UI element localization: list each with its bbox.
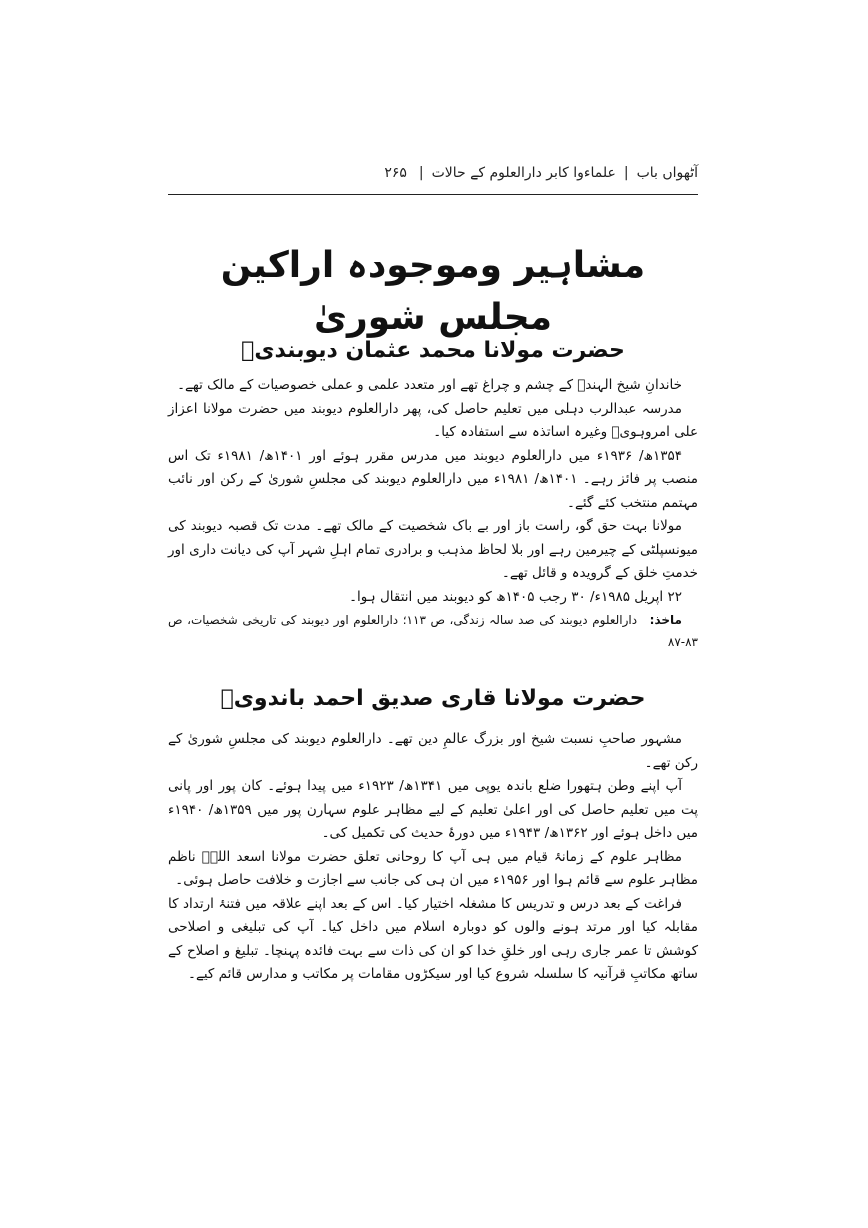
- header-chapter: آٹھواں باب: [636, 165, 698, 181]
- running-header: [168, 158, 698, 188]
- header-section: علماءوا کابر دارالعلوم کے حالات: [431, 165, 616, 181]
- source-text: دارالعلوم دیوبند کی صد سالہ زندگی، ص ۱۱۳؛ دارالعلوم اور دیوبند کی تاریخی شخصیات، ص ۸۳-۸۷: [168, 613, 698, 649]
- header-separator-1: |: [623, 165, 629, 181]
- header-separator-2: |: [418, 165, 424, 181]
- section-heading-2: حضرت مولانا قاری صدیق احمد باندویؒ: [220, 686, 646, 711]
- header-rule: [168, 194, 698, 195]
- section-heading-1: حضرت مولانا محمد عثمان دیوبندیؒ: [241, 338, 625, 363]
- page-title: مشاہیر وموجودہ اراکین مجلس شوریٰ: [220, 245, 646, 338]
- paragraph: مدرسہ عبدالرب دہلی میں تعلیم حاصل کی، پھر دارالعلوم دیوبند میں حضرت مولانا اعزاز علی امروہویؒ وغیرہ اساتذہ سے استفادہ کیا۔: [168, 400, 698, 440]
- paragraph: ۱۳۵۴ھ/ ۱۹۳۶ء میں دارالعلوم دیوبند میں مدرس مقرر ہوئے اور ۱۴۰۱ھ/ ۱۹۸۱ء تک اس منصب پر فائز رہے۔ ۱۴۰۱ھ/ ۱۹۸۱ء میں دارالعلوم دیوبند کی مجلسِ شوریٰ کے رکن اور نائب مہتمم منتخب کئے گئے۔: [168, 447, 698, 511]
- paragraph: آپ اپنے وطن ہتھورا ضلع باندہ یوپی میں ۱۳۴۱ھ/ ۱۹۲۳ء میں پیدا ہوئے۔ کان پور اور پانی پت میں تعلیم حاصل کی اور اعلیٰ تعلیم کے لیے مظاہر علوم سہارن پور میں ۱۳۵۹ھ/ ۱۹۴۰ء میں داخل ہوئے اور ۱۳۶۲ھ/ ۱۹۴۳ء میں دورۂ حدیث کی تکمیل کی۔: [168, 778, 698, 841]
- paragraph: مظاہر علوم کے زمانۂ قیام میں ہی آپ کا روحانی تعلق حضرت مولانا اسعد اللہؒ ناظم مظاہر علوم سے قائم ہوا اور ۱۹۵۶ء میں ان ہی کی جانب سے اجازت و خلافت حاصل ہوئی۔: [168, 848, 698, 888]
- source-reference: [168, 609, 698, 653]
- paragraph: مولانا بہت حق گو، راست باز اور بے باک شخصیت کے مالک تھے۔ مدت تک قصبہ دیوبند کی میونسپلٹی کے چیرمین رہے اور بلا لحاظ مذہب و برادری تمام اہلِ شہر آپ کی دیانت داری اور خدمتِ خلق کے گرویدہ و قائل تھے۔: [168, 518, 698, 581]
- paragraph: ۲۲ اپریل ۱۹۸۵ء/ ۳۰ رجب ۱۴۰۵ھ کو دیوبند میں انتقال ہوا۔: [349, 588, 682, 605]
- paragraph: مشہور صاحبِ نسبت شیخ اور بزرگ عالمِ دین تھے۔ دارالعلوم دیوبند کی مجلسِ شوریٰ کے رکن تھے۔: [168, 731, 698, 771]
- section-body-1: [168, 374, 698, 653]
- paragraph: خاندانِ شیخ الہندؒ کے چشم و چراغ تھے اور متعدد علمی و عملی خصوصیات کے مالک تھے۔: [177, 377, 682, 393]
- source-label: ماخذ:: [649, 613, 682, 627]
- paragraph: فراغت کے بعد درس و تدریس کا مشغلہ اختیار کیا۔ اس کے بعد اپنے علاقہ میں فتنۂ ارتداد کا مقابلہ کیا اور مرتد ہونے والوں کو دوبارہ اسلام میں داخل کیا۔ آپ کی تبلیغی و اصلاحی کوشش تا عمر جاری رہی اور خلقِ خدا کو ان کی ذات سے بہت فائدہ پہنچا۔ تبلیغ و اصلاح کے ساتھ مکاتبِ قرآنیہ کا سلسلہ شروع کیا اور سیکڑوں مقامات پر مکاتب و مدارس قائم کیے۔: [168, 895, 698, 982]
- page-number: ۲۶۵: [384, 165, 407, 181]
- section-body-2: [168, 728, 698, 987]
